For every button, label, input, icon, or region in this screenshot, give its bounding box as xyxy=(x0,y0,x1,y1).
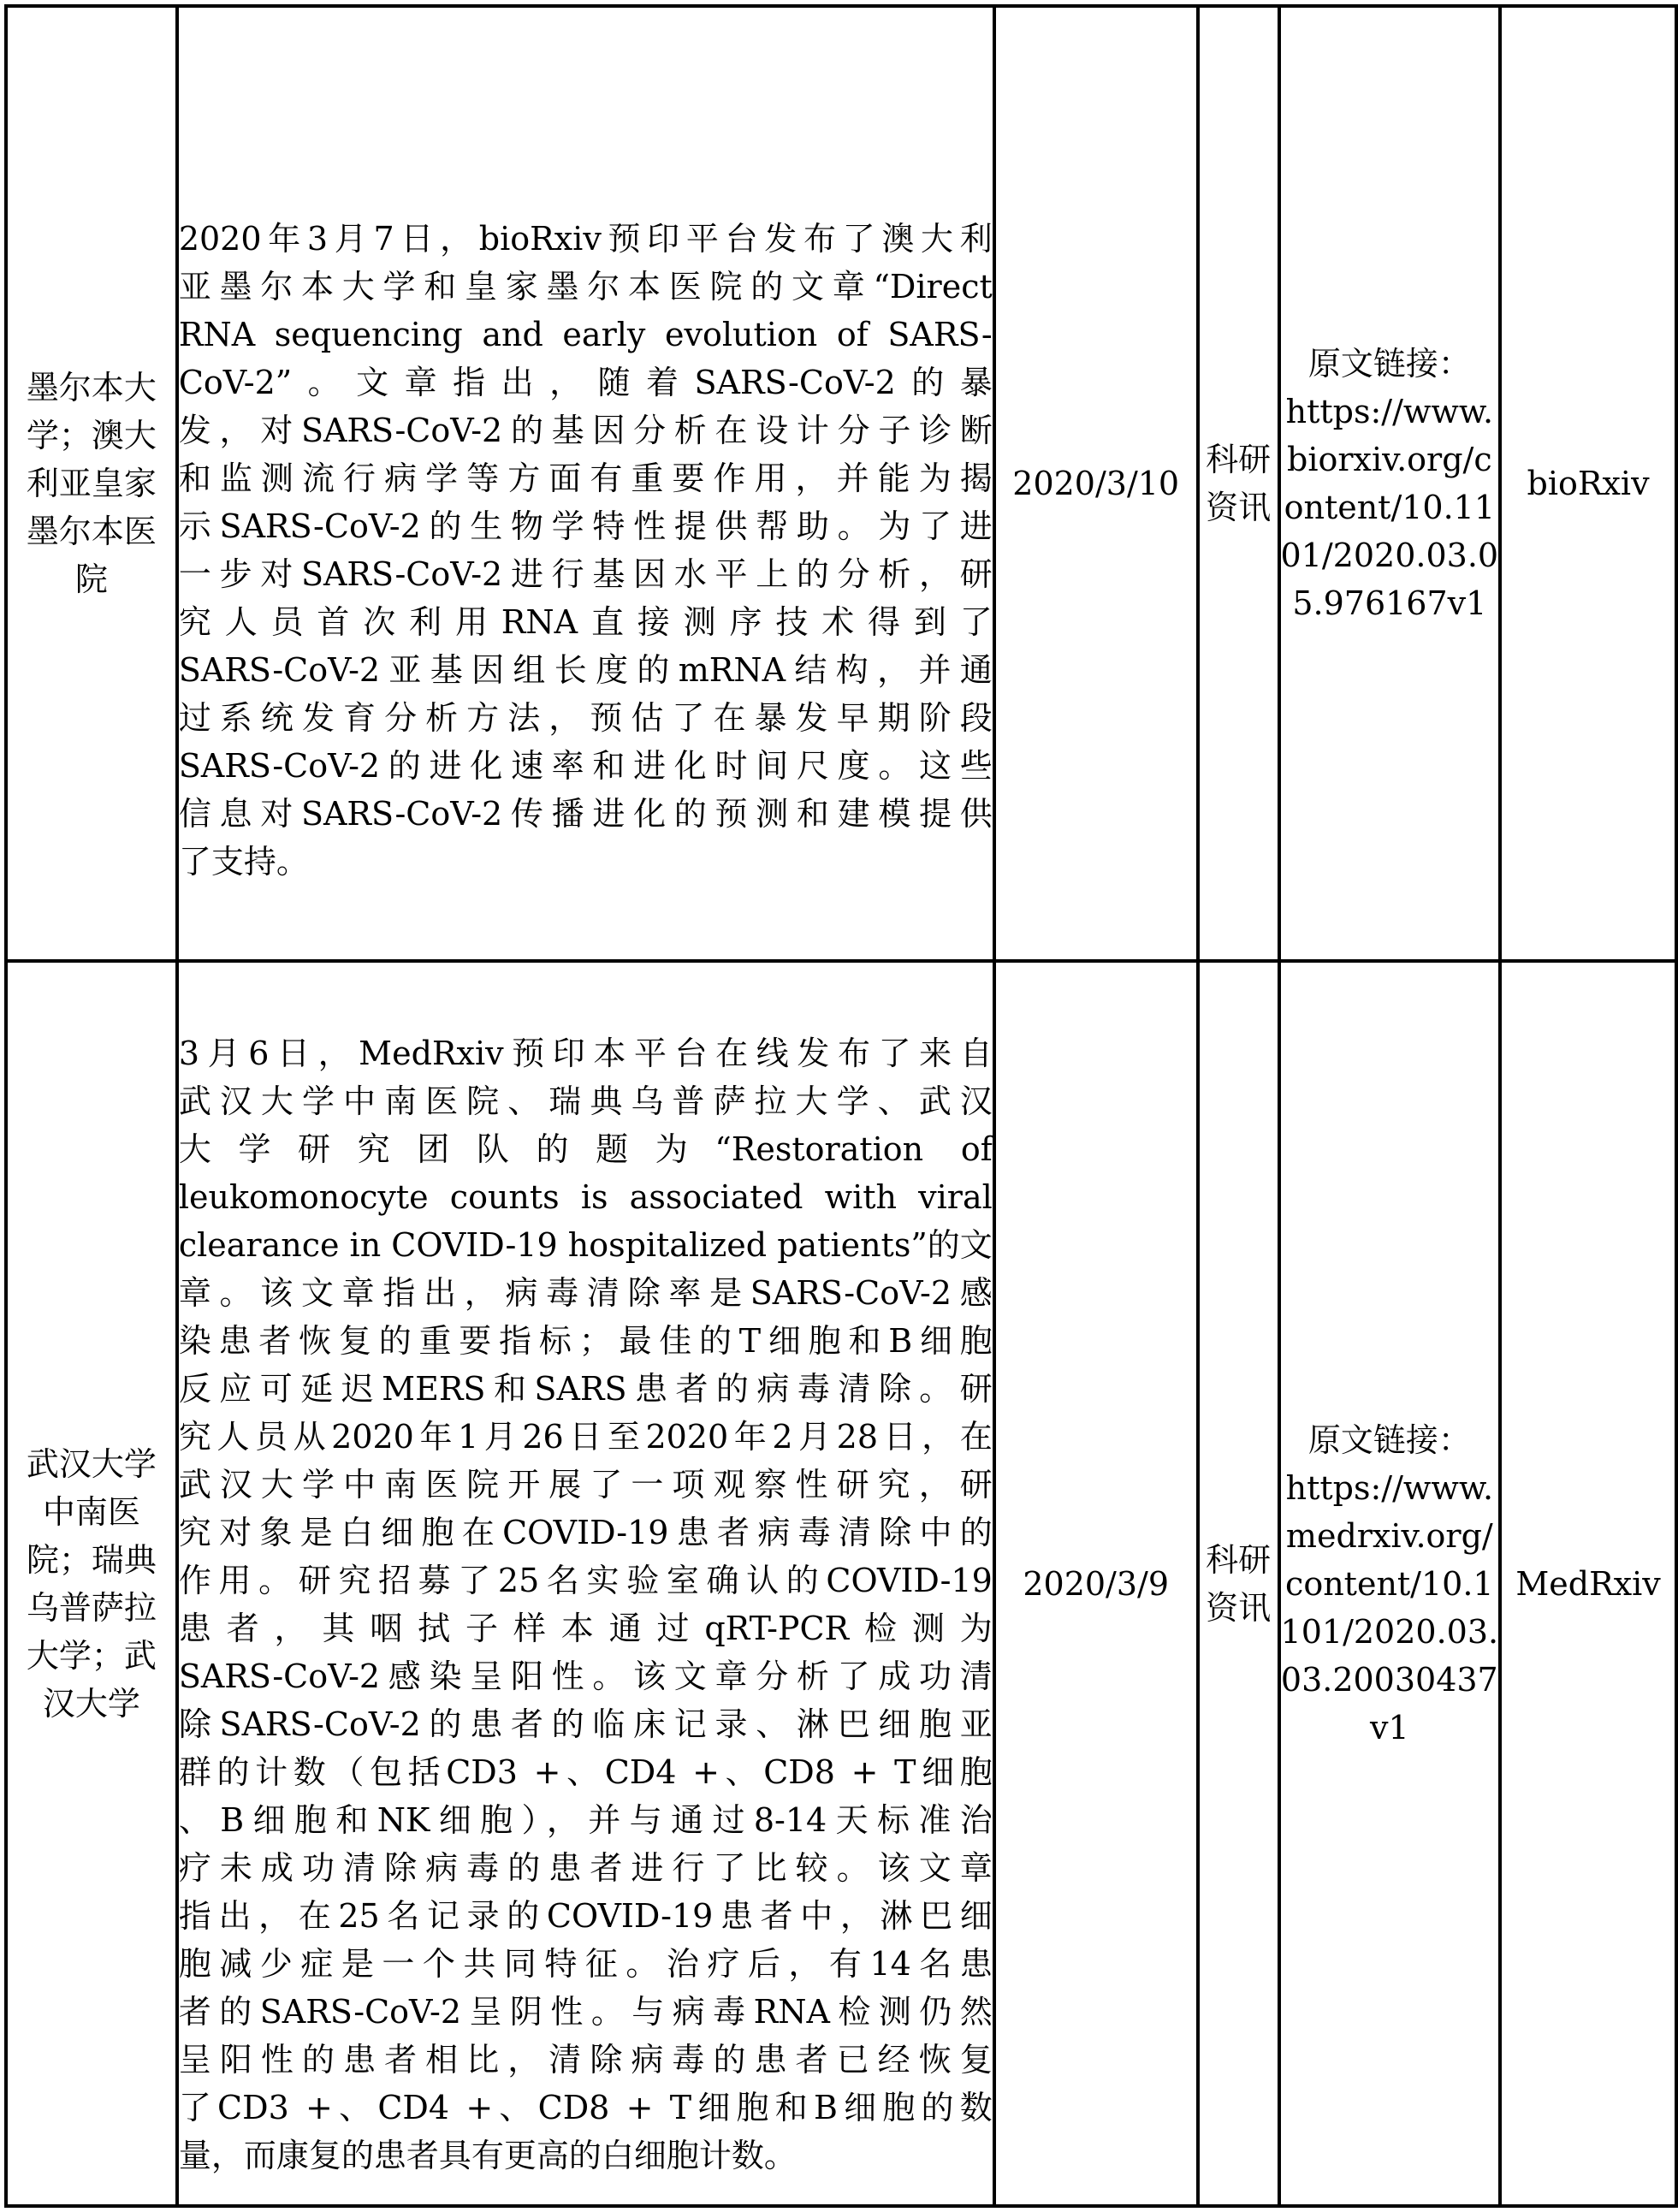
summary-line: 患者，其咽拭子样本通过qRT-PCR检测为 xyxy=(178,1609,993,1647)
summary-line: SARS-CoV-2感染呈阳性。该文章分析了成功清 xyxy=(178,1657,993,1695)
cell-text-line: 资讯 xyxy=(1206,489,1272,526)
news-table xyxy=(4,4,1678,2208)
summary-cell xyxy=(177,961,994,2206)
cell-text-line: v1 xyxy=(1370,1708,1409,1746)
cell-text-line: 01/2020.03.0 xyxy=(1280,537,1499,574)
summary-line: 者的SARS-CoV-2呈阴性。与病毒RNA检测仍然 xyxy=(178,1992,993,2031)
table-row xyxy=(6,6,1676,961)
cell-text-line: https://www. xyxy=(1285,1468,1494,1507)
cell-text-line: 墨尔本医 xyxy=(26,513,157,550)
summary-line: RNA sequencing and early evolution of SARS- xyxy=(178,315,993,353)
cell-text-line: ontent/10.11 xyxy=(1284,489,1496,526)
cell-text-line: https://www. xyxy=(1285,393,1494,430)
summary-line: 指出，在25名记录的COVID-19患者中，淋巴细 xyxy=(178,1896,993,1935)
summary-line: 群的计数（包括CD3 +、CD4 +、CD8 + T细胞 xyxy=(178,1752,993,1791)
summary-line: 疗未成功清除病毒的患者进行了比较。该文章 xyxy=(178,1848,993,1887)
summary-line: clearance in COVID-19 hospitalized patients”的文 xyxy=(178,1225,993,1264)
cell-text-line: 101/2020.03. xyxy=(1280,1612,1499,1651)
summary-line: 示SARS-CoV-2的生物学特性提供帮助。为了进 xyxy=(178,507,993,545)
source-link-cell xyxy=(1279,961,1501,2206)
summary-line: 过系统发育分析方法，预估了在暴发早期阶段 xyxy=(178,698,993,737)
summary-cell xyxy=(177,6,994,961)
cell-text-line: 武汉大学 xyxy=(26,1444,157,1483)
table-row xyxy=(6,961,1676,2206)
institution-cell xyxy=(6,6,177,961)
cell-text-line: 墨尔本大 xyxy=(26,369,157,406)
date-cell: 2020/3/10 xyxy=(994,6,1198,961)
cell-text-line: 03.20030437 xyxy=(1280,1660,1498,1699)
category-cell xyxy=(1198,6,1279,961)
summary-line: 染患者恢复的重要指标；最佳的T细胞和B细胞 xyxy=(178,1321,993,1360)
summary-line: leukomonocyte counts is associated with viral xyxy=(178,1177,993,1216)
cell-text-line: 原文链接： xyxy=(1307,1420,1471,1459)
summary-line: 了支持。 xyxy=(178,842,309,881)
summary-line: 作用。研究招募了25名实验室确认的COVID-19 xyxy=(178,1561,993,1599)
platform-cell: MedRxiv xyxy=(1500,961,1676,2206)
date-cell: 2020/3/9 xyxy=(994,961,1198,2206)
cell-text-line: 乌普萨拉 xyxy=(26,1588,157,1627)
summary-line: CoV-2”。文章指出，随着SARS-CoV-2的暴 xyxy=(178,363,993,401)
summary-line: 究对象是白细胞在COVID-19患者病毒清除中的 xyxy=(178,1513,993,1551)
cell-text-line: 院 xyxy=(74,560,108,598)
summary-line: 亚墨尔本大学和皇家墨尔本医院的文章“Direct xyxy=(178,267,993,305)
summary-line: 2020年3月7日，bioRxiv预印平台发布了澳大利 xyxy=(178,219,993,258)
cell-text-line: 科研 xyxy=(1206,441,1272,478)
summary-line: 武汉大学中南医院开展了一项观察性研究，研 xyxy=(178,1465,993,1503)
cell-text-line: 院；瑞典 xyxy=(26,1540,157,1579)
summary-line: 章。该文章指出，病毒清除率是SARS-CoV-2感 xyxy=(178,1273,993,1312)
summary-line: 大学研究团队的题为“Restoration of xyxy=(178,1130,993,1168)
summary-line: 、B细胞和NK细胞），并与通过8-14天标准治 xyxy=(178,1800,993,1839)
institution-cell xyxy=(6,961,177,2206)
summary-line: SARS-CoV-2的进化速率和进化时间尺度。这些 xyxy=(178,746,993,785)
cell-text-line: 5.976167v1 xyxy=(1292,584,1487,622)
cell-text-line: 中南医 xyxy=(42,1492,140,1531)
cell-text-line: 大学；武 xyxy=(26,1636,157,1675)
platform-cell: bioRxiv xyxy=(1500,6,1676,961)
summary-line: 和监测流行病学等方面有重要作用，并能为揭 xyxy=(178,459,993,497)
summary-line: 发，对SARS-CoV-2的基因分析在设计分子诊断 xyxy=(178,411,993,449)
summary-line: 除SARS-CoV-2的患者的临床记录、淋巴细胞亚 xyxy=(178,1705,993,1743)
cell-text-line: 科研 xyxy=(1206,1540,1272,1579)
summary-line: 呈阳性的患者相比，清除病毒的患者已经恢复 xyxy=(178,2040,993,2079)
summary-line: 一步对SARS-CoV-2进行基因水平上的分析，研 xyxy=(178,554,993,593)
summary-line: 武汉大学中南医院、瑞典乌普萨拉大学、武汉 xyxy=(178,1082,993,1120)
source-link-cell xyxy=(1279,6,1501,961)
summary-line: 3月6日，MedRxiv预印本平台在线发布了来自 xyxy=(178,1034,993,1072)
cell-text-line: biorxiv.org/c xyxy=(1287,441,1492,478)
cell-text-line: 利亚皇家 xyxy=(26,465,157,502)
cell-text-line: 资讯 xyxy=(1206,1588,1272,1627)
summary-line: 究人员首次利用RNA直接测序技术得到了 xyxy=(178,602,993,641)
cell-text-line: 原文链接： xyxy=(1307,345,1471,383)
summary-line: 信息对SARS-CoV-2传播进化的预测和建模提供 xyxy=(178,794,993,833)
summary-line: 量，而康复的患者具有更高的白细胞计数。 xyxy=(178,2136,797,2174)
summary-line: 反应可延迟MERS和SARS患者的病毒清除。研 xyxy=(178,1369,993,1408)
cell-text-line: content/10.1 xyxy=(1285,1564,1494,1603)
cell-text-line: medrxiv.org/ xyxy=(1285,1516,1493,1555)
category-cell xyxy=(1198,961,1279,2206)
summary-line: 究人员从2020年1月26日至2020年2月28日，在 xyxy=(178,1417,993,1456)
cell-text-line: 学；澳大 xyxy=(26,417,157,454)
cell-text-line: 汉大学 xyxy=(42,1684,140,1723)
summary-line: SARS-CoV-2亚基因组长度的mRNA结构，并通 xyxy=(178,650,993,689)
summary-line: 胞减少症是一个共同特征。治疗后，有14名患 xyxy=(178,1944,993,1983)
summary-line: 了CD3 +、CD4 +、CD8 + T细胞和B细胞的数 xyxy=(178,2088,993,2126)
